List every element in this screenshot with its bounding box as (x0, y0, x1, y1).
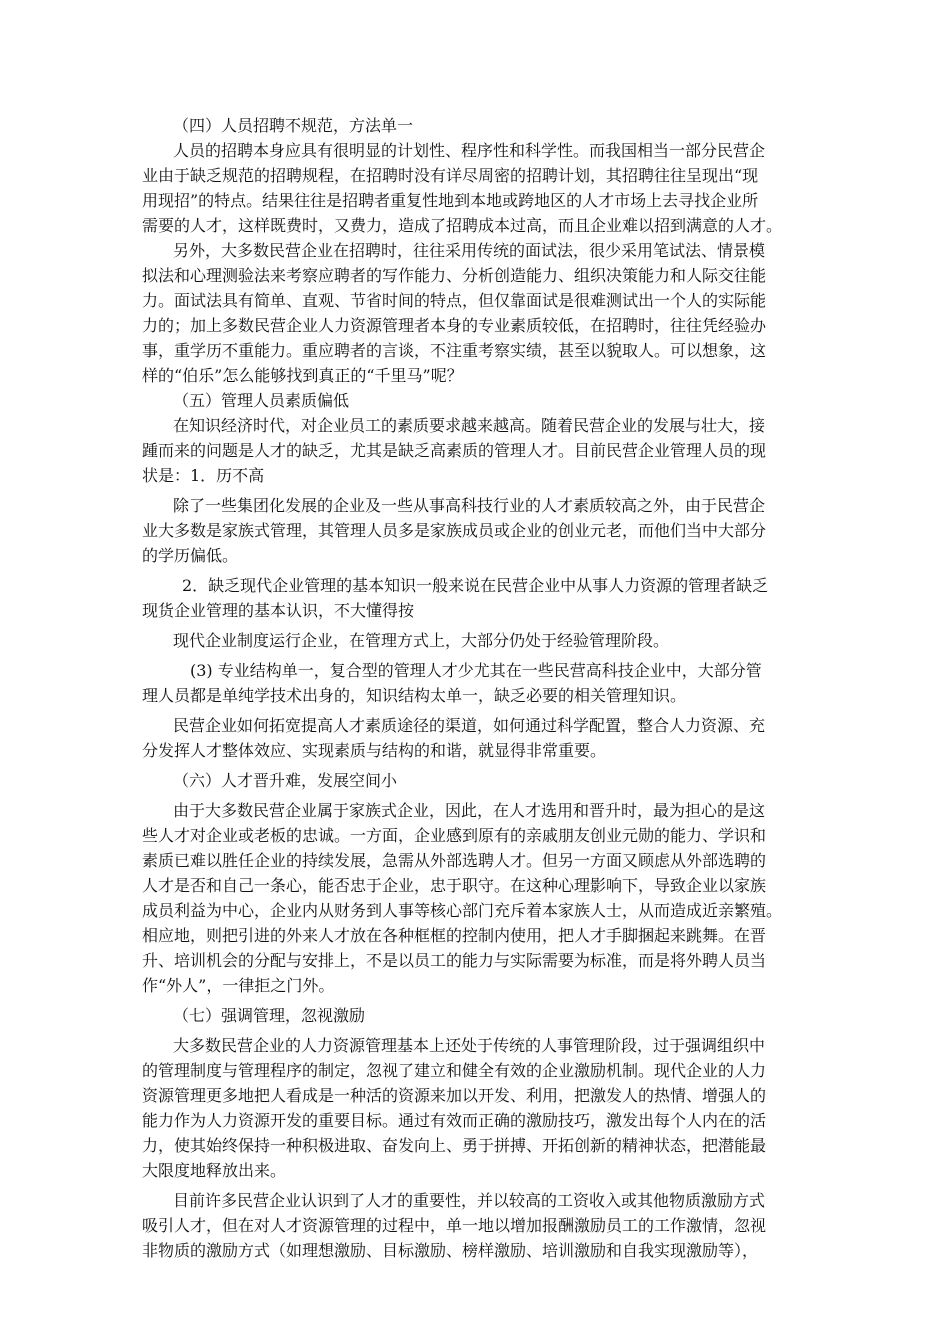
text-line: 的管理制度与管理程序的制定，忽视了建立和健全有效的企业激励机制。现代企业的人力 (142, 1061, 767, 1080)
text-line: 在知识经济时代，对企业员工的素质要求越来越高。随着民营企业的发展与壮大，接 (173, 416, 766, 435)
text-line: 非物质的激励方式（如理想激励、目标激励、榜样激励、培训激励和自我实现激励等）， (142, 1241, 759, 1260)
document-page (142, 113, 817, 1263)
text-line: 事，重学历不重能力。重应聘者的言谈，不注重考察实绩，甚至以貌取人。可以想象，这 (142, 341, 767, 360)
text-line: 目前许多民营企业认识到了人才的重要性，并以较高的工资收入或其他物质激励方式 (173, 1191, 766, 1210)
text-line: （六）人才晋升难，发展空间小 (173, 771, 398, 790)
text-line: 能力作为人力资源开发的重要目标。通过有效而正确的激励技巧，激发出每个人内在的活 (142, 1111, 767, 1130)
text-line: 大多数民营企业的人力资源管理基本上还处于传统的人事管理阶段，过于强调组织中 (173, 1036, 766, 1055)
text-line: 踵而来的问题是人才的缺乏，尤其是缺乏高素质的管理人才。目前民营企业管理人员的现 (142, 441, 767, 460)
text-line: 由于大多数民营企业属于家族式企业，因此，在人才选用和晋升时，最为担心的是这 (173, 801, 766, 820)
text-line: 素质已难以胜任企业的持续发展，急需从外部选聘人才。但另一方面又顾虑从外部选聘的 (142, 851, 767, 870)
text-line: 用现招”的特点。结果往往是招聘者重复性地到本地或跨地区的人才市场上去寻找企业所 (142, 191, 759, 210)
text-line: 力。面试法具有简单、直观、节省时间的特点，但仅靠面试是很难测试出一个人的实际能 (142, 291, 767, 310)
text-line: 理人员都是单纯学技术出身的，知识结构太单一，缺乏必要的相关管理知识。 (142, 686, 687, 705)
text-line: 些人才对企业或老板的忠诚。一方面，企业感到原有的亲戚朋友创业元勋的能力、学识和 (142, 826, 767, 845)
text-line: 资源管理更多地把人看成是一种活的资源来加以开发、利用，把激发人的热情、增强人的 (142, 1086, 767, 1105)
text-line: 升、培训机会的分配与安排上，不是以员工的能力与实际需要为标准，而是将外聘人员当 (142, 951, 767, 970)
text-line: 力，使其始终保持一种积极进取、奋发向上、勇于拼搏、开拓创新的精神状态，把潜能最 (142, 1136, 767, 1155)
text-line: 力的；加上多数民营企业人力资源管理者本身的专业素质较低，在招聘时，往往凭经验办 (142, 316, 767, 335)
text-line: 业由于缺乏规范的招聘规程，在招聘时没有详尽周密的招聘计划，其招聘往往呈现出“现 (142, 166, 759, 185)
text-line: 人才是否和自己一条心，能否忠于企业，忠于职守。在这种心理影响下，导致企业以家族 (142, 876, 767, 895)
text-line: 吸引人才，但在对人才资源管理的过程中，单一地以增加报酬激励员工的工作激情，忽视 (142, 1216, 767, 1235)
text-line: 的学历偏低。 (142, 546, 239, 565)
text-line: 业大多数是家族式管理，其管理人员多是家族成员或企业的创业元老，而他们当中大部分 (142, 521, 767, 540)
text-line: （七）强调管理，忽视激励 (173, 1006, 366, 1025)
text-line: （五）管理人员素质偏低 (173, 391, 350, 410)
text-line: 拟法和心理测验法来考察应聘者的写作能力、分析创造能力、组织决策能力和人际交往能 (142, 266, 767, 285)
text-line: 民营企业如何拓宽提高人才素质途径的渠道，如何通过科学配置，整合人力资源、充 (173, 716, 766, 735)
text-line: 相应地，则把引进的外来人才放在各种框框的控制内使用，把人才手脚捆起来跳舞。在晋 (142, 926, 767, 945)
text-line: 另外，大多数民营企业在招聘时，往往采用传统的面试法，很少采用笔试法、情景模 (173, 241, 766, 260)
text-line: 成员利益为中心，企业内从财务到人事等核心部门充斥着本家族人士，从而造成近亲繁殖。 (142, 901, 783, 920)
text-line: 现货企业管理的基本认识，不大懂得按 (142, 601, 415, 620)
text-line: 人员的招聘本身应具有很明显的计划性、程序性和科学性。而我国相当一部分民营企 (173, 141, 766, 160)
text-line: 大限度地释放出来。 (142, 1161, 287, 1180)
text-line: 现代企业制度运行企业，在管理方式上，大部分仍处于经验管理阶段。 (173, 631, 670, 650)
text-line: 状是：1．历不高 (142, 466, 265, 485)
text-line: （四）人员招聘不规范，方法单一 (173, 116, 414, 135)
text-line: 作“外人”，一律拒之门外。 (142, 976, 335, 995)
text-line: 需要的人才，这样既费时，又费力，造成了招聘成本过高，而且企业难以招到满意的人才。 (142, 216, 783, 235)
text-line: 样的“伯乐”怎么能够找到真正的“千里马”呢？ (142, 366, 463, 385)
text-line: (3) 专业结构单一，复合型的管理人才少尤其在一些民营高科技企业中，大部分管 (190, 661, 762, 680)
text-line: 除了一些集团化发展的企业及一些从事高科技行业的人才素质较高之外，由于民营企 (173, 496, 766, 515)
text-line: 2．缺乏现代企业管理的基本知识一般来说在民营企业中从事人力资源的管理者缺乏 (182, 576, 769, 595)
text-line: 分发挥人才整体效应、实现素质与结构的和谐，就显得非常重要。 (142, 741, 607, 760)
